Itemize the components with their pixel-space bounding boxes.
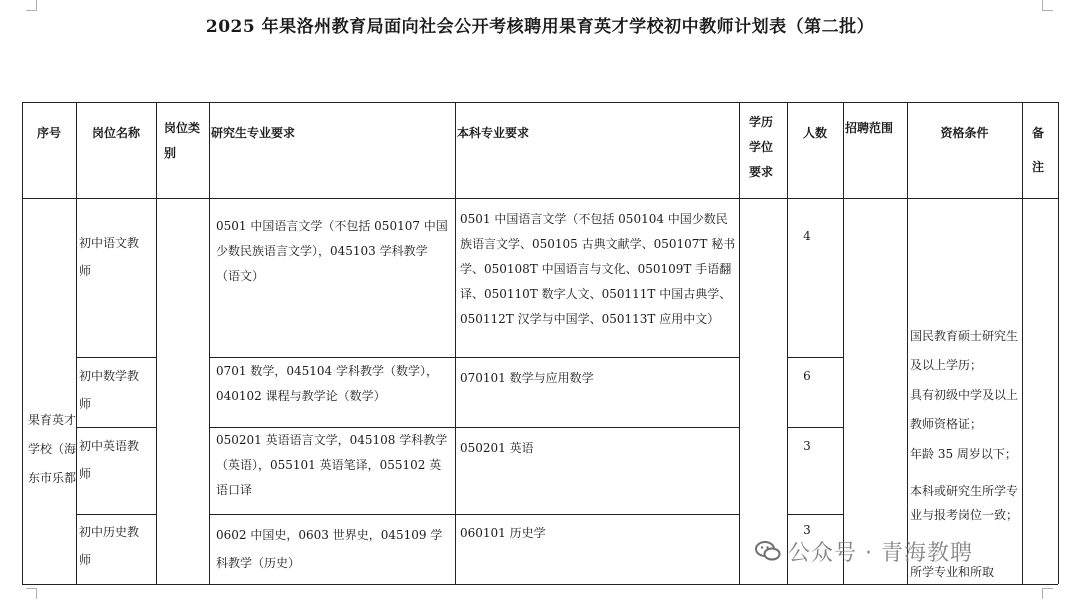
- crop-mark: [26, 588, 37, 599]
- header-qualifications: 资格条件: [940, 126, 989, 140]
- undergrad-major: 060101 历史学: [460, 526, 546, 540]
- header-remarks: 备注: [1032, 126, 1045, 174]
- document-title: 2025 年果洛州教育局面向社会公开考核聘用果育英才学校初中教师计划表（第二批）: [205, 17, 875, 37]
- header-scope: 招聘范围: [845, 121, 894, 135]
- header-count: 人数: [802, 126, 827, 140]
- watermark-text: 公众号 · 青海教聘: [788, 541, 973, 566]
- crop-mark: [1042, 588, 1053, 599]
- header-undergrad-major: 本科专业要求: [457, 126, 530, 140]
- grad-major: 0701 数学，045104 学科教学（数学），040102 课程与教学论（数学）: [216, 364, 438, 403]
- undergrad-major: 0501 中国语言文学（不包括 050104 中国少数民族语言文学、050105 古典文献学、050107T 秘书学、050108T 中国语言与文化、050109T 手语翻译、050110T 数字人文、050111T 中国古典学、050112T 汉学与中国学、050113T 应用中文）: [460, 212, 736, 326]
- qualification-item: 所学专业和所取: [910, 565, 995, 579]
- qualification-item: 具有初级中学及以上教师资格证；: [910, 388, 1019, 431]
- grad-major: 0501 中国语言文学（不包括 050107 中国少数民族语言文学），045103 学科教学（语文）: [216, 219, 448, 283]
- headcount: 6: [803, 369, 811, 383]
- header-position-name: 岗位名称: [91, 126, 140, 140]
- headcount: 4: [803, 229, 811, 243]
- position-name: 初中历史教师: [79, 525, 140, 567]
- qualification-item: 本科或研究生所学专业与报考岗位一致；: [910, 484, 1019, 522]
- header-position-type: 岗位类别: [164, 121, 201, 160]
- headcount: 3: [803, 523, 811, 537]
- undergrad-major: 070101 数学与应用数学: [460, 371, 594, 385]
- headcount: 3: [803, 439, 811, 453]
- qualification-item: 国民教育硕士研究生及以上学历；: [910, 329, 1019, 372]
- crop-mark: [1042, 0, 1053, 11]
- grad-major: 050201 英语语言文学，045108 学科教学（英语），055101 英语笔译，055102 英语口译: [216, 433, 448, 497]
- grad-major: 0602 中国史，0603 世界史，045109 学科教学（历史）: [216, 528, 443, 570]
- wechat-icon: [755, 541, 781, 561]
- qualification-item: 年龄 35 周岁以下；: [910, 447, 1017, 461]
- undergrad-major: 050201 英语: [460, 441, 534, 455]
- position-name: 初中数学教师: [79, 369, 140, 411]
- header-seq: 序号: [36, 126, 61, 140]
- position-name: 初中英语教师: [79, 439, 140, 481]
- header-grad-major: 研究生专业要求: [211, 126, 296, 140]
- employer-cell: 果育英才学校（海东市乐都: [28, 413, 77, 485]
- crop-mark: [26, 0, 37, 11]
- header-education: 学历学位要求: [749, 115, 774, 179]
- position-name: 初中语文教师: [79, 236, 140, 278]
